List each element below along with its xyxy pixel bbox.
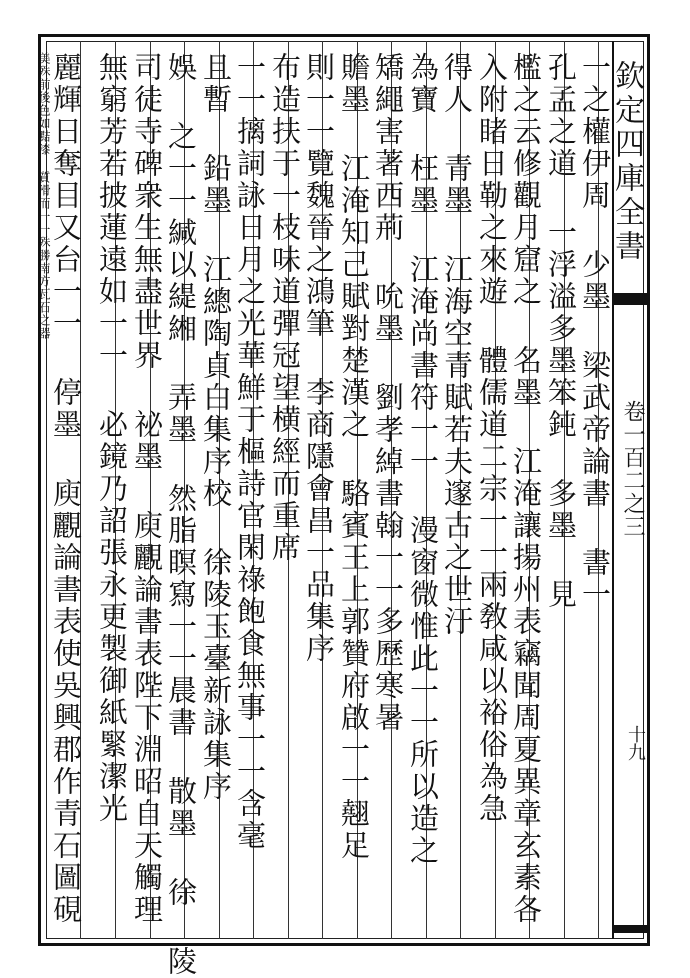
text-column: 司徒寺碑衆生無盡世界 祕墨 庾䚕論書表陛下淵昭自天觸理 (130, 52, 164, 926)
fishtail-mark-bottom (614, 925, 652, 933)
text-column: 一之權伊周 少墨 梁武帝論書 書一 (578, 52, 612, 611)
text-column: 矯繩害著西荊 吮墨 劉孝綽書翰一一多歷寒暑 (371, 52, 405, 734)
text-column: 贍墨 江淹知己賦對楚漢之 駱賓王上郭贊府啟一一翹足 (337, 52, 371, 862)
text-column: 布造扶于一枝味道彈冠望横經而重席 (268, 52, 302, 564)
text-column: 且暫 鉛墨 江總陶貞白集序校 徐陵玉臺新詠集序 (199, 52, 233, 803)
fishtail-mark-top (614, 293, 652, 305)
text-column: 娛 之一一緘以緹緗 弄墨 然脂瞑寫一一晨書 散墨 徐 陵 (164, 52, 198, 978)
text-column: 入附睹日勒之來遊 體儒道二宗一一兩敎咸以裕俗為急 (475, 52, 509, 825)
text-column: 無窮芳若披蓮遠如一一 必鏡乃詔張永更製御紙緊潔光 (95, 52, 129, 825)
text-column: 得人 青墨 江海空青賦若夫邃古之世汙 (440, 52, 474, 638)
text-column: 則一一覽魏晉之鴻筆 李商隱會昌一品集序 (302, 52, 336, 665)
text-column: 美殊前後色如黠漆 質滑而一一殊勝南方瓦石之器 (37, 52, 51, 340)
text-column: 一一摛詞詠日月之光華鮮于樞詩官閑祿飽食無事一一含毫 (233, 52, 267, 852)
volume-label: 卷一百二之三 (620, 400, 645, 538)
text-column: 為寶 枉墨 江淹尚書符一一 漫窗微惟此一一所以造之 (406, 52, 440, 867)
page-number: 十九 (625, 725, 646, 761)
text-column: 檻之云修觀月窟之 名墨 江淹讓揚州表竊聞周夏異章玄素各 (509, 52, 543, 926)
text-column: 孔孟之道 一浮溢多墨笨鈍 多墨 見 (544, 52, 578, 611)
page-edge (650, 34, 690, 946)
book-title: 欽定四庫全書 (609, 60, 644, 264)
text-column: 麗輝日奪目又台一一 停墨 庾䚕論書表使吳興郡作青石圖硯 (49, 52, 83, 926)
